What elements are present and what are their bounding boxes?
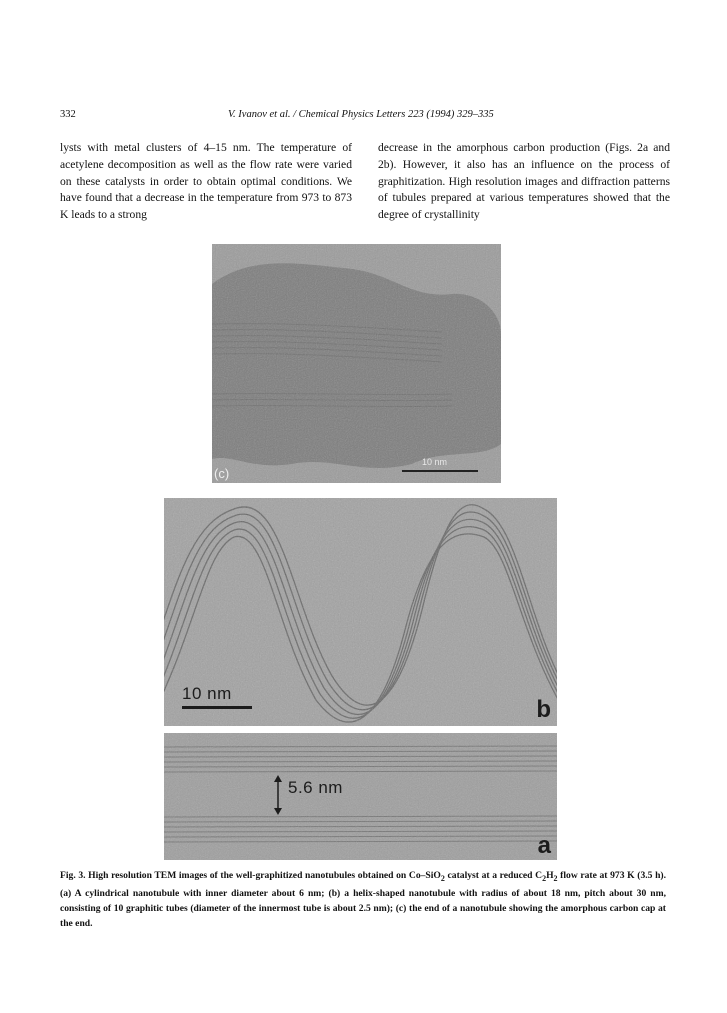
journal-citation: V. Ivanov et al. / Chemical Physics Letters 223 (1994) 329–335	[228, 109, 494, 120]
tem-image-panel-a	[164, 733, 557, 860]
body-text-right-column: decrease in the amorphous carbon production (Figs. 2a and 2b). However, it also has an influence on the process of graphitization. High resolution images and diffraction patterns of tubules prepared at various temperatures showed that the degree of crystallinity	[378, 141, 670, 222]
tem-texture-c	[212, 244, 501, 483]
figure-caption: Fig. 3. High resolution TEM images of the well-graphitized nanotubules obtained on Co–SiO$_2$ catalyst at a reduced $C_2H_2$ flow rate at 973 K (3.5 h). (a) A cylindrical nanotubule with inner diameter about 6 nm; (b) a helix-shaped nanotubule with radius of about 18 nm, pitch about 30 nm, consisting of 10 graphitic tubes (diameter of the innermost tube is about 2.5 nm); (c) the end of a nanotubule showing the amorphous carbon cap at the end.	[60, 870, 666, 929]
tem-image-panel-b	[164, 498, 557, 726]
scale-bar-label-c: 10 nm	[422, 457, 448, 467]
double-arrow-icon	[273, 775, 283, 815]
body-text-left-column: lysts with metal clusters of 4–15 nm. The temperature of acetylene decomposition as well as the flow rate were varied on these catalysts in order to obtain optimal conditions. We have found that a decrease in the temperature from 973 to 873 K leads to a strong	[60, 141, 352, 222]
panel-label-b: b	[536, 696, 551, 723]
page-number: 332	[60, 109, 76, 120]
running-header	[60, 109, 670, 125]
tem-texture-a	[164, 733, 557, 860]
scale-bar-c	[402, 470, 478, 472]
panel-label-c: (c)	[214, 466, 230, 481]
scale-bar-b	[182, 706, 252, 709]
scale-bar-label-b: 10 nm	[182, 684, 232, 703]
diameter-label-a: 5.6 nm	[288, 778, 343, 797]
panel-label-a: a	[537, 832, 551, 859]
tem-image-panel-c	[212, 244, 501, 483]
